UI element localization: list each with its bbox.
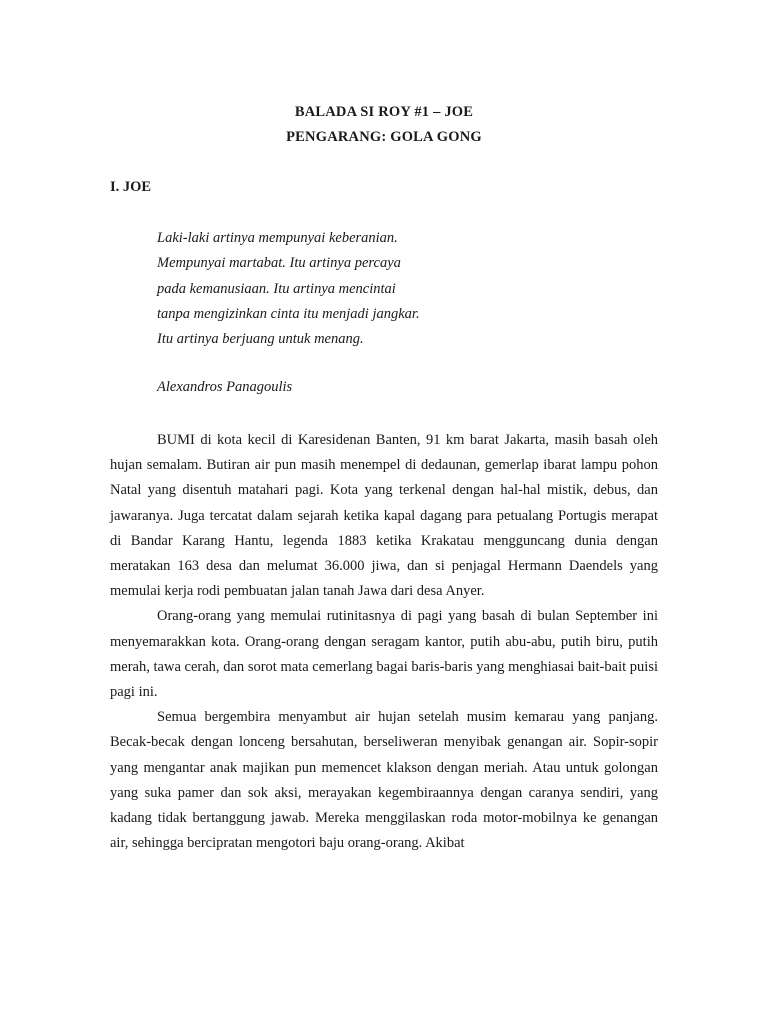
document-author-line: PENGARANG: GOLA GONG — [286, 129, 482, 145]
epigraph-line: Laki-laki artinya mempunyai keberanian. — [157, 230, 398, 246]
epigraph-line: pada kemanusiaan. Itu artinya mencintai — [157, 280, 396, 297]
epigraph-line: Mempunyai martabat. Itu artinya percaya — [157, 255, 401, 272]
epigraph-author: Alexandros Panagoulis — [157, 379, 293, 395]
chapter-heading: I. JOE — [110, 179, 152, 195]
paragraph: Semua bergembira menyambut air hujan setelah musim kemarau yang panjang. Becak-becak dengan lonceng bersahutan, berseliweran menyibak genangan air. Sopir-sopir yang mengantar anak majikan pun memencet klakson dengan meriah. Atau untuk golongan yang suka pamer dan sok aksi, merayakan kegembiraannya dengan caranya sendiri, yang kadang tidak bertanggung jawab. Mereka menggilaskan roda motor-mobilnya ke genangan air, sehingga bercipratan mengotori baju orang-orang. Akibat — [110, 709, 658, 852]
paragraph: Orang-orang yang memulai rutinitasnya di pagi yang basah di bulan September ini menyemarakkan kota. Orang-orang dengan seragam kantor, putih abu-abu, putih biru, putih merah, tawa cerah, dan sorot mata cemerlang bagai baris-baris yang menghiasai bait-bait puisi pagi ini. — [110, 608, 658, 701]
epigraph — [157, 228, 420, 354]
paragraph: BUMI di kota kecil di Karesidenan Banten, 91 km barat Jakarta, masih basah oleh hujan semalam. Butiran air pun masih menempel di dedaunan, gemerlap ibarat lampu pohon Natal yang disentuh matahari pagi. Kota yang terkenal dengan hal-hal mistik, debus, dan jawaranya. Juga tercatat dalam sejarah ketika kapal dagang para petualang Portugis merapat di Bandar Karang Hantu, legenda 1883 ketika Krakatau mengguncang dunia dengan meratakan 163 desa dan melumat 36.000 jiwa, dan si penjagal Hermann Daendels yang memulai kerja rodi pembuatan jalan tanah Jawa dari desa Anyer. — [110, 432, 658, 600]
epigraph-line: tanpa mengizinkan cinta itu menjadi jangkar. — [157, 305, 420, 322]
body-text — [110, 428, 658, 856]
epigraph-line: Itu artinya berjuang untuk menang. — [157, 331, 364, 348]
document-title: BALADA SI ROY #1 – JOE — [294, 104, 474, 120]
